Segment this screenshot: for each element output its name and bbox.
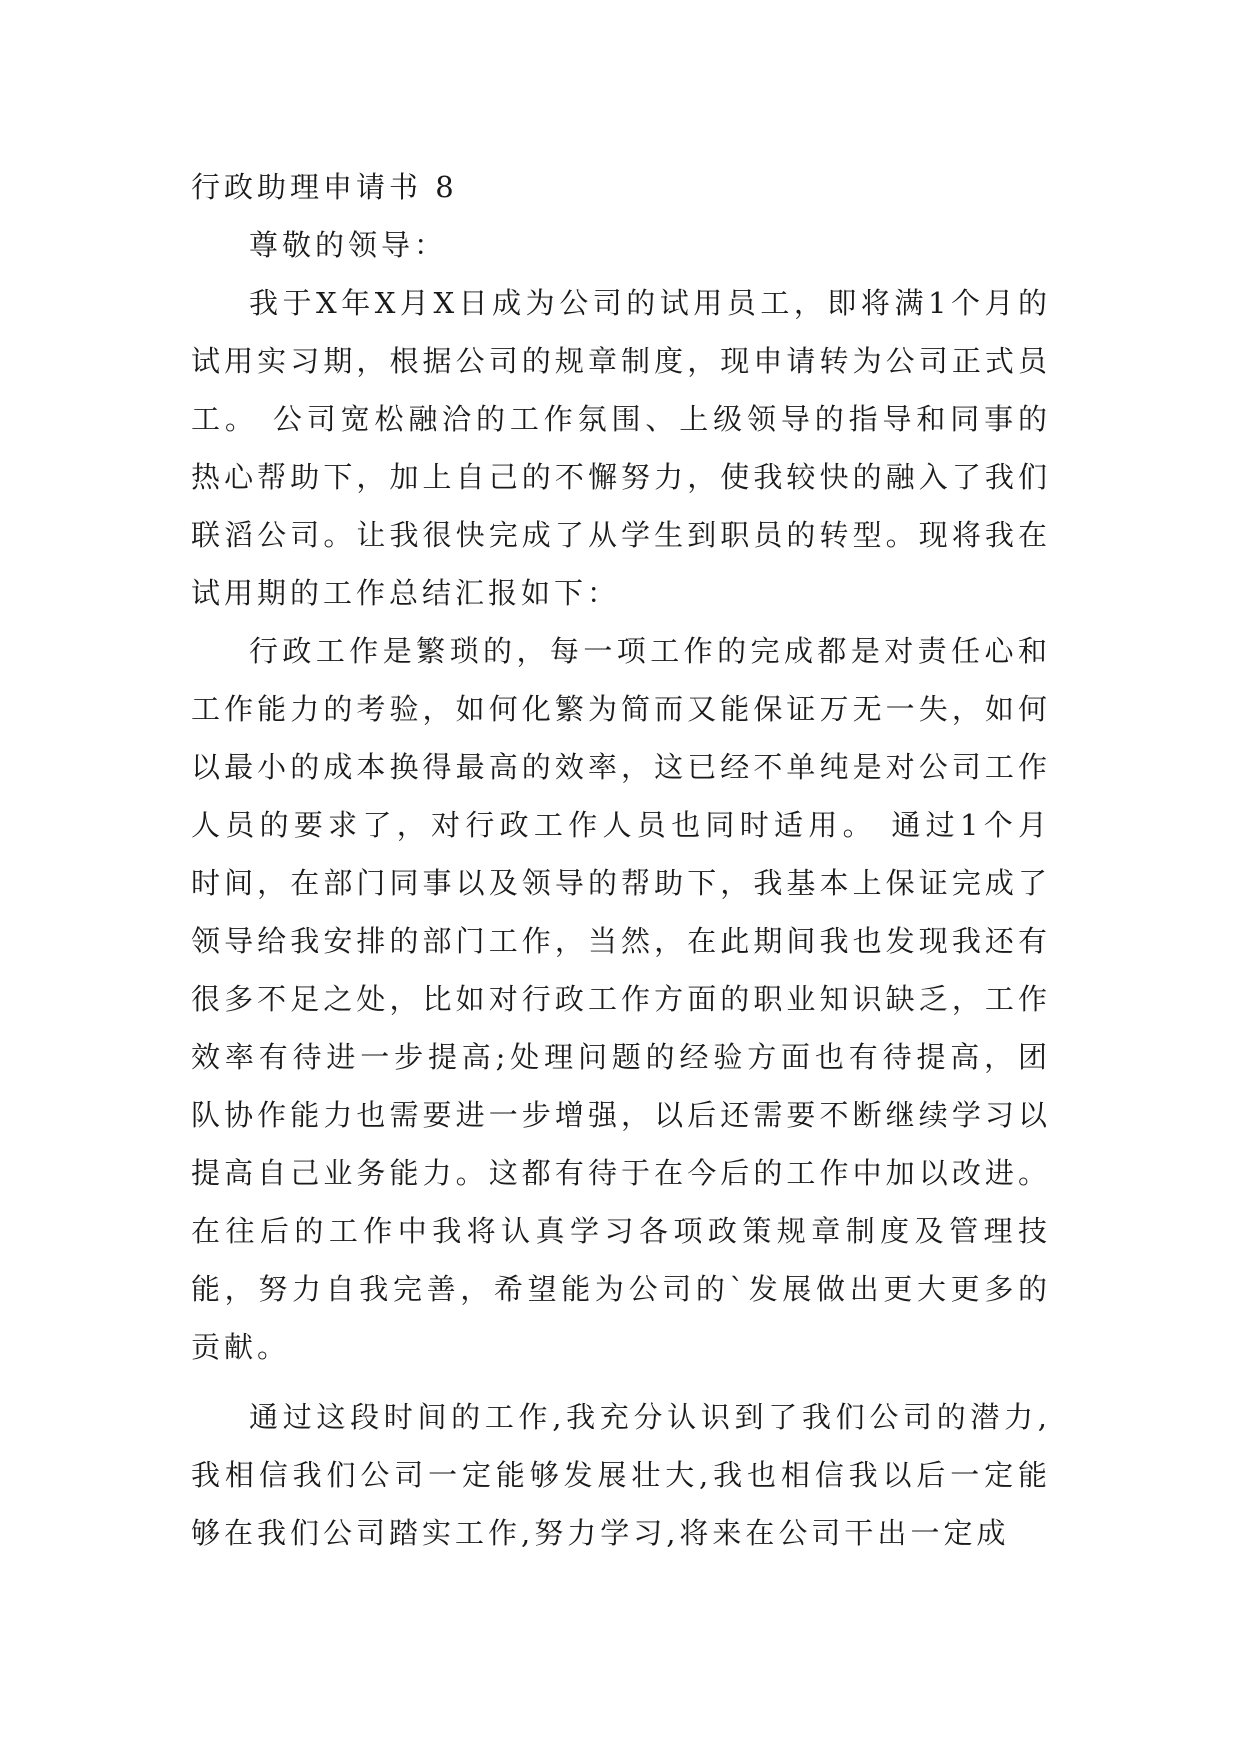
document-body — [191, 158, 1051, 1562]
paragraph-work-summary: 行政工作是繁琐的，每一项工作的完成都是对责任心和工作能力的考验，如何化繁为简而又能保证万无一失，如何以最小的成本换得最高的效率，这已经不单纯是对公司工作人员的要求了，对行政工作人员也同时适用。 通过1个月时间，在部门同事以及领导的帮助下，我基本上保证完成了领导给我安排的部门工作，当然，在此期间我也发现我还有很多不足之处，比如对行政工作方面的职业知识缺乏，工作效率有待进一步提高;处理问题的经验方面也有待提高，团队协作能力也需要进一步增强，以后还需要不断继续学习以提高自己业务能力。这都有待于在今后的工作中加以改进。在往后的工作中我将认真学习各项政策规章制度及管理技能，努力自我完善，希望能为公司的`发展做出更大更多的贡献。 — [191, 634, 1051, 1364]
salutation: 尊敬的领导： — [249, 228, 448, 262]
paragraph-intro: 我于X年X月X日成为公司的试用员工，即将满1个月的试用实习期，根据公司的规章制度，现申请转为公司正式员工。 公司宽松融洽的工作氛围、上级领导的指导和同事的热心帮助下，加上自己的不懈努力，使我较快的融入了我们联滔公司。让我很快完成了从学生到职员的转型。现将我在试用期的工作总结汇报如下： — [191, 286, 1051, 610]
document-title: 行政助理申请书 8 — [191, 170, 458, 204]
paragraph-outlook: 通过这段时间的工作,我充分认识到了我们公司的潜力,我相信我们公司一定能够发展壮大,我也相信我以后一定能够在我们公司踏实工作,努力学习,将来在公司干出一定成 — [191, 1400, 1051, 1550]
